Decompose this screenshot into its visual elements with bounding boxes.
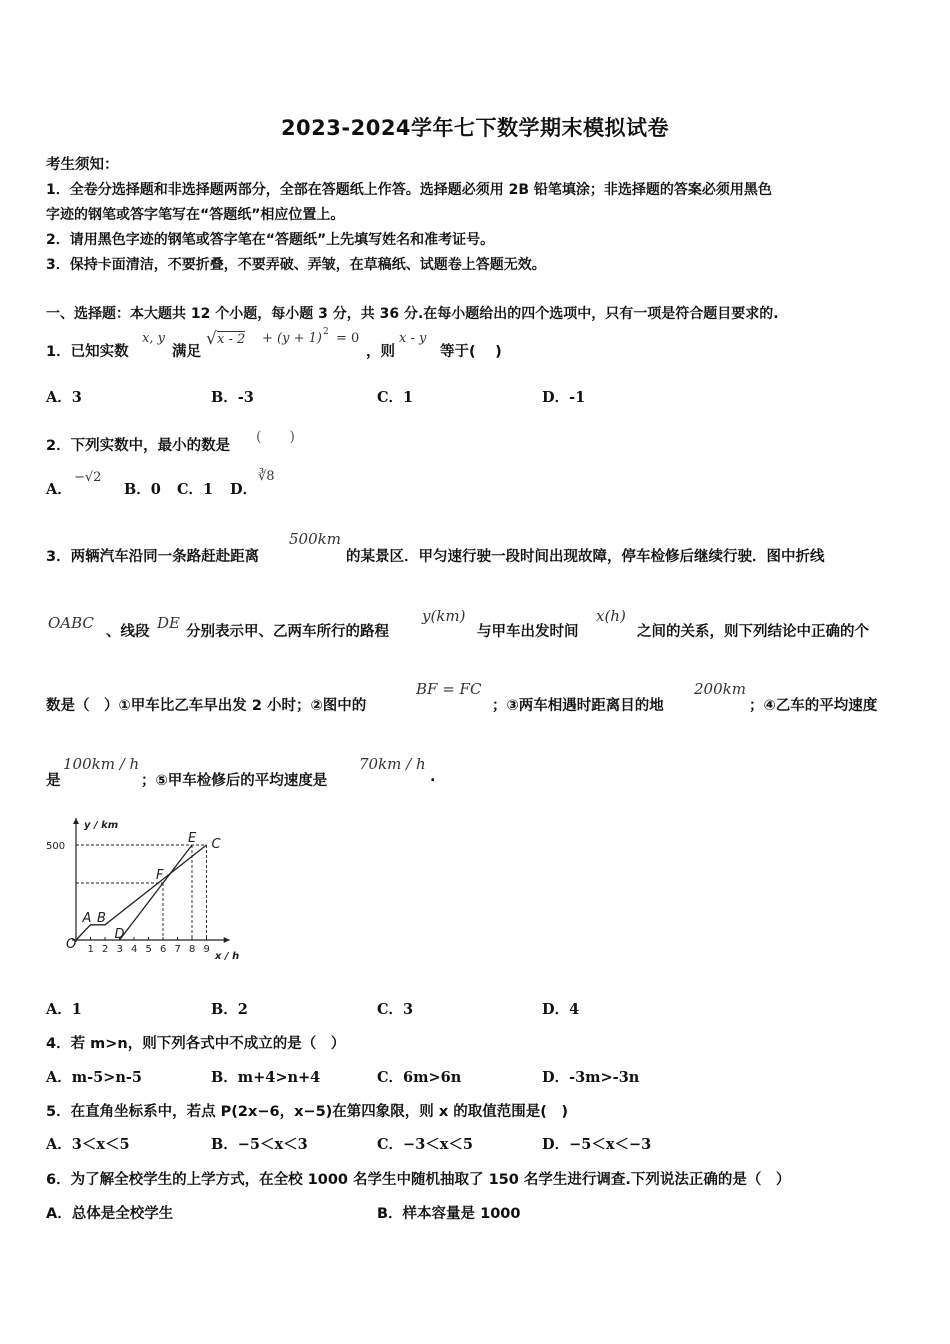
origin-label: O [66, 937, 77, 952]
x-axis-label: x / h [215, 951, 240, 962]
q6-stem: 6．为了解全校学生的上学方式，在全校 1000 名学生中随机抽取了 150 名学生进行调查.下列说法正确的是（ ） [46, 1172, 791, 1188]
q3-l1-text-b: 的某景区．甲匀速行驶一段时间出现故障，停车检修后继续行驶．图中折线 [346, 549, 825, 565]
page-title: 2023-2024学年七下数学期末模拟试卷 [280, 116, 670, 140]
q3-bf-fc: BF = FC [416, 680, 482, 698]
x-tick-label: 7 [174, 944, 181, 955]
q3-distance: 500km [289, 530, 341, 548]
q3-l2-text-b: 分别表示甲、乙两车所行的路程 [186, 624, 389, 640]
notice-item-1: 1．全卷分选择题和非选择题两部分，全部在答题纸上作答。选择题必须用 2B 铅笔填涂；非选择题的答案必须用黑色 [46, 182, 772, 198]
q3-l3-text-a: 数是（ ）①甲车比乙车早出发 2 小时；②图中的 [46, 698, 367, 714]
q4-option-b[interactable]: B．m+4>n+4 [211, 1069, 321, 1086]
q2-option-c[interactable]: C．1 [177, 481, 214, 498]
q3-l4-text-b: ；⑤甲车检修后的平均速度是 [141, 773, 328, 789]
q3-line-1 [46, 545, 259, 566]
q1-option-c[interactable]: C．1 [377, 389, 414, 406]
q3-l2-text-a: 、线段 [106, 624, 150, 640]
q2-option-d[interactable]: D． [230, 481, 258, 498]
y-tick-label: 500 [46, 841, 66, 852]
q4-stem: 4．若 m>n，则下列各式中不成立的是（ ） [46, 1036, 346, 1052]
q2-paren: ( ) [256, 429, 295, 445]
x-axis-arrow [224, 937, 230, 943]
q3-de: DE [157, 614, 180, 632]
notice-heading: 考生须知： [46, 157, 119, 173]
x-tick-label: 3 [116, 944, 123, 955]
q3-70kmh: 70km / h [359, 755, 426, 773]
q2-option-d-value: ∛8 [258, 469, 275, 484]
q3-distance-time-graph [44, 812, 264, 972]
x-tick-label: 5 [145, 944, 152, 955]
q5-option-d[interactable]: D．−5＜x＜−3 [542, 1136, 652, 1153]
q3-option-b[interactable]: B．2 [211, 1001, 248, 1018]
q4-option-d[interactable]: D．-3m>-3n [542, 1069, 640, 1086]
q5-stem: 5．在直角坐标系中，若点 P(2x−6，x−5)在第四象限，则 x 的取值范围是( ) [46, 1104, 568, 1120]
point-label-e: E [188, 831, 197, 846]
q1-square: 2 [323, 327, 329, 337]
x-tick-label: 1 [87, 944, 94, 955]
series-oabc [76, 845, 207, 940]
q3-y-km: y(km) [422, 607, 466, 625]
q1-prefix: 1．已知实数 [46, 344, 129, 360]
q5-option-c[interactable]: C．−3＜x＜5 [377, 1136, 474, 1153]
q3-l4-text-c: . [430, 769, 436, 785]
q4-option-c[interactable]: C．6m>6n [377, 1069, 462, 1086]
section-heading: 一、选择题：本大题共 12 个小题，每小题 3 分，共 36 分.在每小题给出的四个选项中，只有一项是符合题目要求的. [46, 306, 779, 322]
q3-l2-text-d: 之间的关系，则下列结论中正确的个 [637, 624, 869, 640]
q3-option-c[interactable]: C．3 [377, 1001, 414, 1018]
q1-option-a[interactable]: A．3 [46, 389, 82, 406]
q1-eq-end: = 0 [336, 331, 360, 346]
q3-l2-text-c: 与甲车出发时间 [477, 624, 579, 640]
x-tick-label: 8 [189, 944, 196, 955]
q1-suffix: 等于( ) [440, 344, 502, 360]
q6-option-b[interactable]: B．样本容量是 1000 [377, 1206, 521, 1222]
q1-mid: 满足 [172, 344, 201, 360]
q5-option-a[interactable]: A．3＜x＜5 [46, 1136, 130, 1153]
notice-item-3: 3．保持卡面清洁，不要折叠，不要弄破、弄皱，在草稿纸、试题卷上答题无效。 [46, 257, 546, 273]
q3-option-a[interactable]: A．1 [46, 1001, 82, 1018]
q6-option-a[interactable]: A．总体是全校学生 [46, 1206, 174, 1222]
q1-eq-rest: + (y + 1) [262, 331, 322, 346]
q1-expr: x - y [399, 331, 427, 346]
point-label-c: C [211, 837, 221, 852]
point-label-a: A [82, 910, 92, 926]
q3-100kmh: 100km / h [63, 755, 140, 773]
q2-option-a[interactable]: A． [46, 481, 72, 498]
q3-l1-text-a: 3．两辆汽车沿同一条路赶赴距离 [46, 549, 260, 565]
q3-l3-text-c: ；④乙车的平均速度 [749, 698, 878, 714]
x-tick-label: 2 [102, 944, 109, 955]
q3-200km: 200km [694, 680, 746, 698]
x-tick-label: 4 [131, 944, 138, 955]
q4-option-a[interactable]: A．m-5>n-5 [46, 1069, 142, 1086]
graph-layer [46, 818, 239, 962]
point-label-d: D [114, 927, 125, 942]
series-de [120, 845, 193, 940]
x-tick-label: 6 [160, 944, 167, 955]
q1-sqrt-inner: x - 2 [217, 332, 246, 347]
q2-option-b[interactable]: B．0 [124, 481, 161, 498]
q3-oabc: OABC [48, 614, 94, 632]
q2-stem: 2．下列实数中，最小的数是 [46, 438, 231, 454]
notice-item-2: 2．请用黑色字迹的钢笔或答字笔在“答题纸”上先填写姓名和准考证号。 [46, 232, 495, 248]
x-tick-label: 9 [203, 944, 210, 955]
q1-option-d[interactable]: D．-1 [542, 389, 586, 406]
y-axis-arrow [73, 818, 79, 824]
q3-l4-text-a: 是 [46, 773, 61, 789]
q1-sqrt-sign: √ [206, 329, 217, 349]
point-label-f: F [156, 868, 164, 883]
q1-then: ，则 [366, 344, 395, 360]
q5-option-b[interactable]: B．−5＜x＜3 [211, 1136, 308, 1153]
notice-item-1-cont: 字迹的钢笔或答字笔写在“答题纸”相应位置上。 [46, 207, 345, 223]
y-axis-label: y / km [84, 820, 119, 831]
q3-x-h: x(h) [596, 607, 626, 625]
q1-vars: x, y [142, 331, 165, 346]
q3-l3-text-b: ；③两车相遇时距离目的地 [492, 698, 664, 714]
point-label-b: B [97, 910, 106, 926]
q2-option-a-value: −√2 [74, 470, 102, 485]
q1-option-b[interactable]: B．-3 [211, 389, 254, 406]
q3-option-d[interactable]: D．4 [542, 1001, 580, 1018]
